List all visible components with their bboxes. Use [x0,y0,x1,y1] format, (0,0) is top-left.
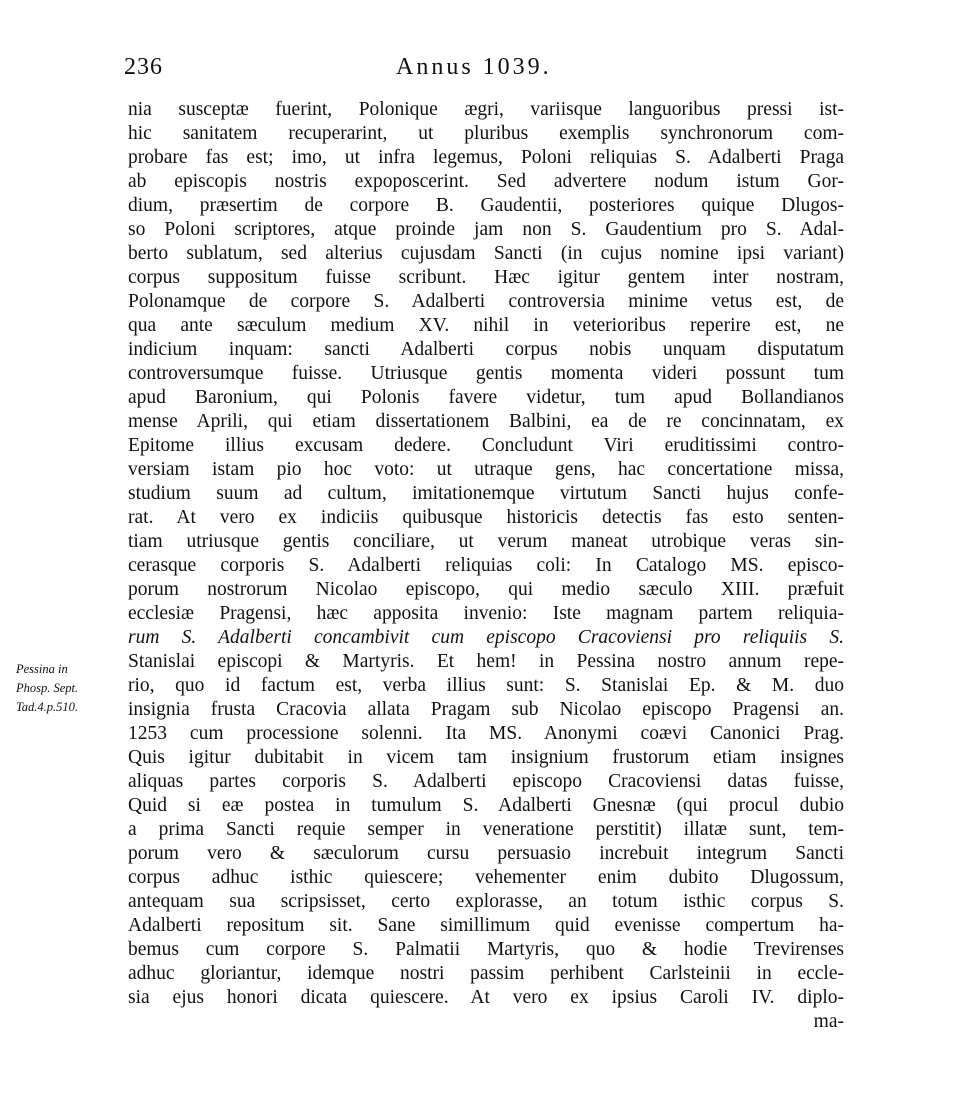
text-line: apud Baronium, qui Polonis favere videtur, tum apud Bollandianos [128,387,844,408]
text-line: sia ejus honori dicata quiescere. At vero ex ipsius Caroli IV. diplo- [128,987,844,1008]
text-line: berto sublatum, sed alterius cujusdam Sancti (in cujus nomine ipsi variant) [128,243,844,264]
text-line: indicium inquam: sancti Adalberti corpus nobis unquam disputatum [128,339,844,360]
text-line: Stanislai episcopi & Martyris. Et hem! in Pessina nostro annum repe- [128,651,844,672]
page-number: 236 [124,54,163,80]
text-line: mense Aprili, qui etiam dissertationem Balbini, ea de re concinnatam, ex [128,411,844,432]
text-line: probare fas est; imo, ut infra legemus, Poloni reliquias S. Adalberti Praga [128,147,844,168]
text-line: 1253 cum processione solenni. Ita MS. Anonymi coævi Canonici Prag. [128,723,844,744]
margin-note-line: Pessina in [16,662,68,676]
text-line: bemus cum corpore S. Palmatii Martyris, quo & hodie Trevirenses [128,939,844,960]
text-line: controversumque fuisse. Utriusque gentis momenta videri possunt tum [128,363,844,384]
text-line: antequam sua scripsisset, certo explorasse, an totum isthic corpus S. [128,891,844,912]
text-line: aliquas partes corporis S. Adalberti episcopo Cracoviensi datas fuisse, [128,771,844,792]
text-line: dium, præsertim de corpore B. Gaudentii, posteriores quique Dlugos- [128,195,844,216]
text-line: versiam istam pio hoc voto: ut utraque gens, hac concertatione missa, [128,459,844,480]
margin-note-line: Phosp. Sept. [16,681,79,695]
text-line: nia susceptæ fuerint, Polonique ægri, variisque languoribus pressi ist- [128,99,844,120]
text-line: ab episcopis nostris expoposcerint. Sed advertere nodum istum Gor- [128,171,844,192]
text-line: insignia frusta Cracovia allata Pragam sub Nicolao episcopo Pragensi an. [128,699,844,720]
text-line: cerasque corporis S. Adalberti reliquias coli: In Catalogo MS. episco- [128,555,844,576]
text-line: Quis igitur dubitabit in vicem tam insignium frustorum etiam insignes [128,747,844,768]
text-line: ecclesiæ Pragensi, hæc apposita invenio: Iste magnam partem reliquia- [128,603,844,624]
text-line: porum nostrorum Nicolao episcopo, qui medio sæculo XIII. præfuit [128,579,844,600]
text-line: rio, quo id factum est, verba illius sunt: S. Stanislai Ep. & M. duo [128,675,844,696]
text-line: qua ante sæculum medium XV. nihil in veterioribus reperire est, ne [128,315,844,336]
text-line: hic sanitatem recuperarint, ut pluribus exemplis synchronorum com- [128,123,844,144]
running-head: Annus 1039. [396,54,552,80]
margin-note [16,660,128,717]
text-line: Adalberti repositum sit. Sane simillimum quid evenisse compertum ha- [128,915,844,936]
margin-note-line: Tad.4.p.510. [16,700,79,714]
text-line: adhuc gloriantur, idemque nostri passim perhibent Carlsteinii in eccle- [128,963,844,984]
text-line: corpus adhuc isthic quiescere; vehementer enim dubito Dlugossum, [128,867,844,888]
text-line: so Poloni scriptores, atque proinde jam non S. Gaudentium pro S. Adal- [128,219,844,240]
text-line: Epitome illius excusam dedere. Concludunt Viri eruditissimi contro- [128,435,844,456]
text-line: tiam utriusque gentis conciliare, ut verum maneat utrobique veras sin- [128,531,844,552]
text-line: a prima Sancti requie semper in veneratione perstitit) illatæ sunt, tem- [128,819,844,840]
text-line: rum S. Adalberti concambivit cum episcopo Cracoviensi pro reliquiis S. [128,627,844,648]
text-line: studium suum ad cultum, imitationemque virtutum Sancti hujus confe- [128,483,844,504]
text-line: rat. At vero ex indiciis quibusque historicis detectis fas esto senten- [128,507,844,528]
text-line: porum vero & sæculorum cursu persuasio increbuit integrum Sancti [128,843,844,864]
text-line: corpus suppositum fuisse scribunt. Hæc igitur gentem inter nostram, [128,267,844,288]
text-line: Quid si eæ postea in tumulum S. Adalberti Gnesnæ (qui procul dubio [128,795,844,816]
body-text [128,98,844,1034]
text-line: Polonamque de corpore S. Adalberti controversia minime vetus est, de [128,291,844,312]
catchword: ma- [813,1011,844,1032]
